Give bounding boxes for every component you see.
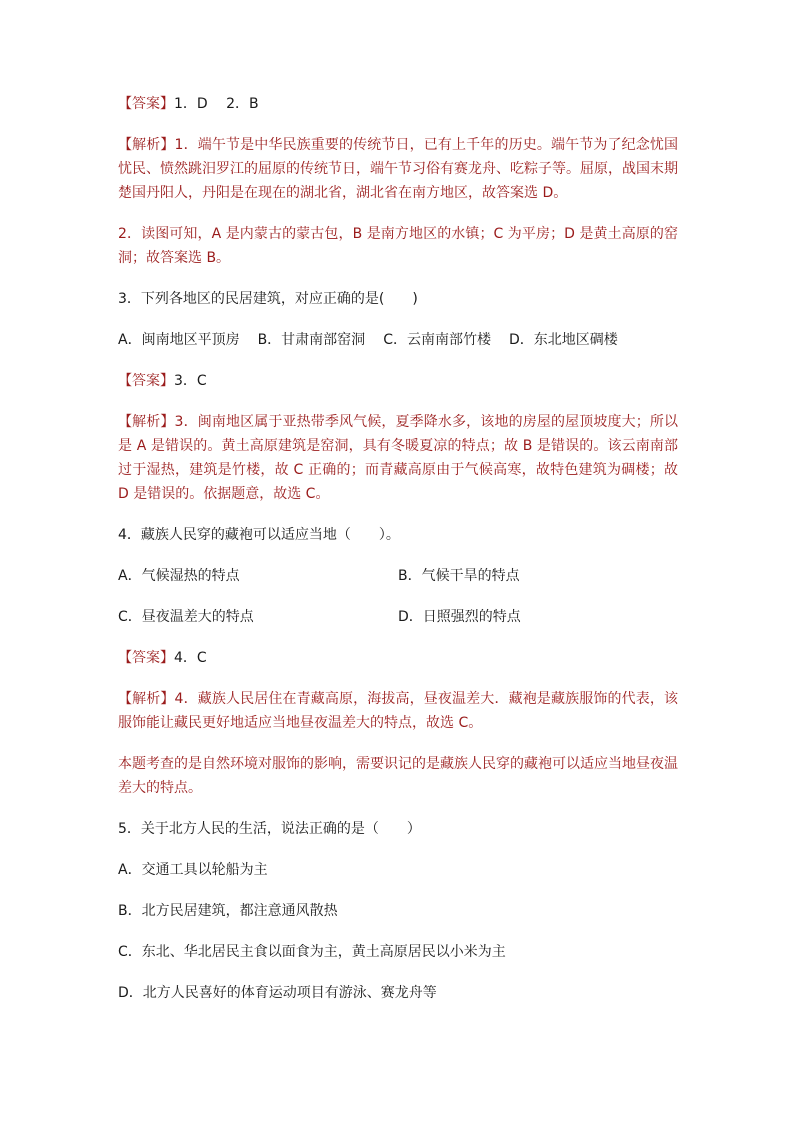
explanation-q1 — [118, 133, 678, 205]
option-d: D．东北地区碉楼 — [508, 332, 618, 348]
explanation-q2 — [118, 222, 678, 270]
question-5-option-d: D．北方人民喜好的体育运动项目有游泳、赛龙舟等 — [118, 985, 437, 1001]
question-5-option-c: C．东北、华北居民主食以面食为主，黄土高原居民以小米为主 — [118, 944, 506, 960]
explanation-tag: 【解析】 — [118, 691, 175, 707]
answer-tag: 【答案】 — [118, 96, 174, 112]
answer-text: 3．C — [174, 373, 207, 389]
explanation-text: 3．闽南地区属于亚热带季风气候，夏季降水多，该地的房屋的屋顶坡度大；所以是 A 是错误的。黄土高原建筑是窑洞，具有冬暖夏凉的特点；故 B 是错误的。该云南南部过于湿热，建筑是竹楼，故 C 正确的；而青藏高原由于气候高寒，故特色建筑为碉楼；故 D 是错误的。依据题意，故选 C。 — [118, 414, 679, 502]
option-b: B．甘肃南部窑洞 — [257, 332, 366, 348]
question-5-option-b: B．北方民居建筑，都注意通风散热 — [118, 903, 338, 919]
option-d: D．日照强烈的特点 — [398, 609, 521, 625]
question-4-options-row-1 — [118, 564, 678, 588]
question-4: 4．藏族人民穿的藏袍可以适应当地（ ）。 — [118, 527, 400, 543]
question-3: 3．下列各地区的民居建筑，对应正确的是( ) — [118, 291, 418, 307]
answer-text: 1．D 2．B — [174, 96, 259, 112]
explanation-text: 4．藏族人民居住在青藏高原，海拔高，昼夜温差大．藏袍是藏族服饰的代表，该服饰能让藏民更好地适应当地昼夜温差大的特点，故选 C。 — [118, 691, 679, 731]
explanation-q4-note: 本题考查的是自然环境对服饰的影响，需要识记的是藏族人民穿的藏袍可以适应当地昼夜温差大的特点。 — [118, 756, 678, 796]
question-5: 5．关于北方人民的生活，说法正确的是（ ） — [118, 821, 421, 837]
option-c: C．昼夜温差大的特点 — [118, 609, 254, 625]
answer-tag: 【答案】 — [118, 650, 174, 666]
answer-q1-q2 — [118, 92, 678, 116]
question-4-options-row-2 — [118, 605, 678, 629]
explanation-text: 1．端午节是中华民族重要的传统节日，已有上千年的历史。端午节为了纪念忧国忧民、愤然跳汨罗江的屈原的传统节日，端午节习俗有赛龙舟、吃粽子等。屈原，战国末期楚国丹阳人，丹阳是在现在的湖北省，湖北省在南方地区，故答案选 D。 — [118, 137, 679, 201]
answer-q4 — [118, 646, 678, 670]
question-3-options — [118, 328, 678, 352]
document-page — [118, 92, 678, 1022]
explanation-q4 — [118, 687, 678, 735]
answer-text: 4．C — [174, 650, 207, 666]
answer-q3 — [118, 369, 678, 393]
question-5-option-a: A．交通工具以轮船为主 — [118, 862, 268, 878]
explanation-tag: 【解析】 — [118, 414, 175, 430]
option-a: A．气候湿热的特点 — [118, 568, 240, 584]
explanation-tag: 【解析】 — [118, 137, 175, 153]
explanation-text: 2．读图可知，A 是内蒙古的蒙古包，B 是南方地区的水镇；C 为平房；D 是黄土高原的窑洞；故答案选 B。 — [118, 226, 678, 266]
option-b: B．气候干旱的特点 — [398, 568, 520, 584]
explanation-q3 — [118, 410, 678, 506]
answer-tag: 【答案】 — [118, 373, 174, 389]
option-c: C．云南南部竹楼 — [383, 332, 491, 348]
option-a: A．闽南地区平顶房 — [118, 332, 240, 348]
